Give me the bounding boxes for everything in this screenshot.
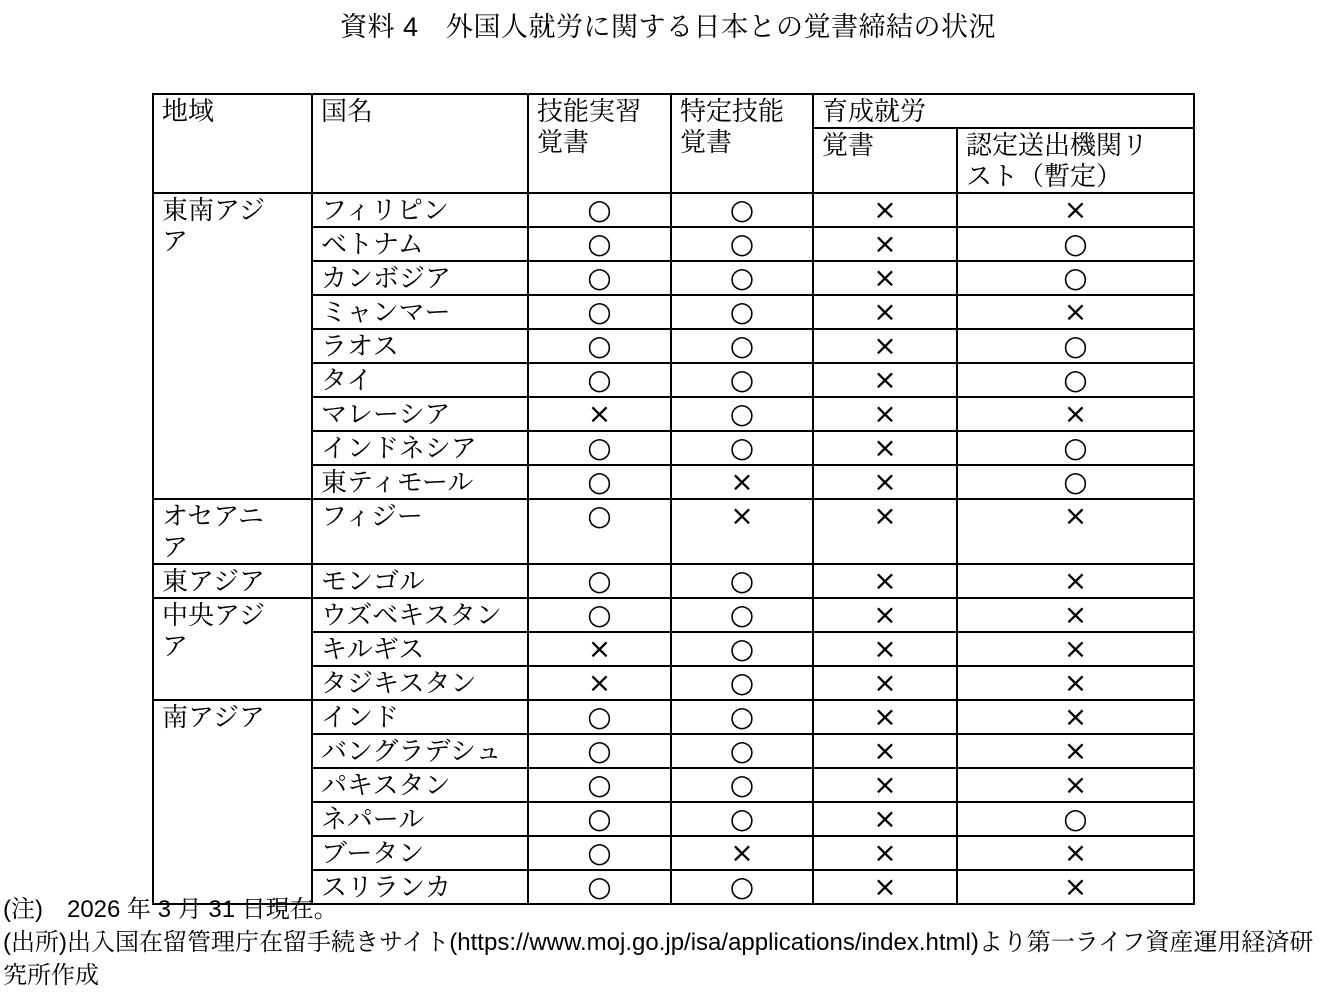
- mark-cell: ×: [813, 261, 957, 295]
- region-cell: 南アジア: [153, 700, 312, 904]
- country-cell: キルギス: [312, 632, 528, 666]
- country-cell: ベトナム: [312, 227, 528, 261]
- mark-cell: ○: [528, 363, 671, 397]
- mark-cell: ×: [671, 465, 813, 499]
- mark-cell: ×: [957, 564, 1194, 598]
- table-row: [153, 499, 1194, 564]
- mark-cell: ×: [813, 227, 957, 261]
- mark-cell: ×: [671, 499, 813, 564]
- mark-cell: ×: [957, 700, 1194, 734]
- mark-cell: ×: [957, 397, 1194, 431]
- header-ikusei-shuro-oboegaki: 覚書: [813, 128, 957, 193]
- mark-cell: ×: [671, 836, 813, 870]
- country-cell: スリランカ: [312, 870, 528, 904]
- country-cell: モンゴル: [312, 564, 528, 598]
- mark-cell: ○: [528, 836, 671, 870]
- country-cell: ミャンマー: [312, 295, 528, 329]
- mark-cell: ×: [813, 363, 957, 397]
- note-source: (出所)出入国在留管理庁在留手続きサイト(https://www.moj.go.jp/isa/applications/index.html)より第一ライフ資産運用経済研究所作成: [3, 929, 1314, 989]
- country-cell: フィジー: [312, 499, 528, 564]
- header-tokutei-ginou-oboegaki: 特定技能覚書: [671, 94, 813, 193]
- mark-cell: ○: [528, 431, 671, 465]
- mark-cell: ×: [813, 802, 957, 836]
- mark-cell: ○: [671, 598, 813, 632]
- mark-cell: ×: [957, 193, 1194, 227]
- mark-cell: ○: [957, 329, 1194, 363]
- country-cell: タイ: [312, 363, 528, 397]
- mark-cell: ○: [528, 329, 671, 363]
- mark-cell: ○: [957, 227, 1194, 261]
- mark-cell: ×: [813, 465, 957, 499]
- mark-cell: ×: [957, 499, 1194, 564]
- mark-cell: ×: [813, 768, 957, 802]
- header-region: 地域: [153, 94, 312, 193]
- mark-cell: ○: [671, 802, 813, 836]
- mark-cell: ○: [671, 227, 813, 261]
- mark-cell: ×: [813, 598, 957, 632]
- mark-cell: ○: [671, 193, 813, 227]
- mark-cell: ○: [528, 499, 671, 564]
- mark-cell: ○: [671, 700, 813, 734]
- country-cell: フィリピン: [312, 193, 528, 227]
- mark-cell: ×: [813, 700, 957, 734]
- mark-cell: ×: [957, 666, 1194, 700]
- mark-cell: ○: [528, 700, 671, 734]
- header-country: 国名: [312, 94, 528, 193]
- mark-cell: ×: [813, 836, 957, 870]
- note-date: (注) 2026 年 3 月 31 日現在。: [3, 896, 338, 923]
- mark-cell: ×: [957, 295, 1194, 329]
- mark-cell: ×: [813, 295, 957, 329]
- mark-cell: ○: [528, 261, 671, 295]
- mark-cell: ×: [813, 632, 957, 666]
- mark-cell: ×: [957, 768, 1194, 802]
- header-nintei-soushutsu-kikan-list: 認定送出機関リスト（暫定）: [957, 128, 1194, 193]
- mark-cell: ×: [957, 870, 1194, 904]
- country-cell: インドネシア: [312, 431, 528, 465]
- header-ginou-jisshu-oboegaki: 技能実習覚書: [528, 94, 671, 193]
- mark-cell: ○: [528, 870, 671, 904]
- mark-cell: ○: [528, 768, 671, 802]
- mark-cell: ×: [813, 499, 957, 564]
- region-cell: 中央アジア: [153, 598, 312, 700]
- mark-cell: ×: [813, 666, 957, 700]
- mark-cell: ○: [671, 564, 813, 598]
- memorandum-status-table: [152, 93, 1195, 905]
- mark-cell: ○: [957, 431, 1194, 465]
- footnotes: [3, 893, 1333, 992]
- country-cell: インド: [312, 700, 528, 734]
- mark-cell: ×: [813, 431, 957, 465]
- mark-cell: ○: [957, 261, 1194, 295]
- mark-cell: ○: [671, 363, 813, 397]
- mark-cell: ○: [671, 870, 813, 904]
- mark-cell: ○: [528, 193, 671, 227]
- mark-cell: ○: [671, 734, 813, 768]
- mark-cell: ○: [528, 227, 671, 261]
- mark-cell: ×: [813, 397, 957, 431]
- country-cell: パキスタン: [312, 768, 528, 802]
- region-cell: オセアニア: [153, 499, 312, 564]
- mark-cell: ○: [528, 598, 671, 632]
- table-row: [153, 598, 1194, 632]
- mark-cell: ×: [957, 632, 1194, 666]
- mark-cell: ×: [528, 666, 671, 700]
- country-cell: カンボジア: [312, 261, 528, 295]
- mark-cell: ×: [813, 734, 957, 768]
- mark-cell: ×: [813, 329, 957, 363]
- mark-cell: ○: [671, 329, 813, 363]
- mark-cell: ○: [528, 564, 671, 598]
- mark-cell: ×: [528, 632, 671, 666]
- country-cell: マレーシア: [312, 397, 528, 431]
- header-ikusei-shuro: 育成就労: [813, 94, 1194, 128]
- country-cell: ウズベキスタン: [312, 598, 528, 632]
- mark-cell: ○: [957, 465, 1194, 499]
- mark-cell: ×: [957, 598, 1194, 632]
- mark-cell: ○: [671, 261, 813, 295]
- country-cell: ネパール: [312, 802, 528, 836]
- mark-cell: ○: [528, 802, 671, 836]
- region-cell: 東南アジア: [153, 193, 312, 499]
- mark-cell: ×: [813, 870, 957, 904]
- mark-cell: ×: [528, 397, 671, 431]
- mark-cell: ○: [957, 802, 1194, 836]
- table-row: [153, 700, 1194, 734]
- mark-cell: ○: [671, 632, 813, 666]
- table-body: [153, 193, 1194, 904]
- region-cell: 東アジア: [153, 564, 312, 598]
- country-cell: 東ティモール: [312, 465, 528, 499]
- mark-cell: ×: [957, 836, 1194, 870]
- header-row-1: [153, 94, 1194, 128]
- country-cell: ブータン: [312, 836, 528, 870]
- page-title: 資料 4 外国人就労に関する日本との覚書締結の状況: [339, 12, 997, 42]
- mark-cell: ○: [528, 465, 671, 499]
- table-row: [153, 564, 1194, 598]
- table-row: [153, 193, 1194, 227]
- mark-cell: ○: [671, 295, 813, 329]
- mark-cell: ×: [813, 564, 957, 598]
- mark-cell: ○: [957, 363, 1194, 397]
- country-cell: ラオス: [312, 329, 528, 363]
- mark-cell: ×: [813, 193, 957, 227]
- mark-cell: ○: [528, 734, 671, 768]
- mark-cell: ×: [957, 734, 1194, 768]
- country-cell: タジキスタン: [312, 666, 528, 700]
- mark-cell: ○: [671, 768, 813, 802]
- mark-cell: ○: [671, 397, 813, 431]
- mark-cell: ○: [528, 295, 671, 329]
- country-cell: バングラデシュ: [312, 734, 528, 768]
- mark-cell: ○: [671, 431, 813, 465]
- mark-cell: ○: [671, 666, 813, 700]
